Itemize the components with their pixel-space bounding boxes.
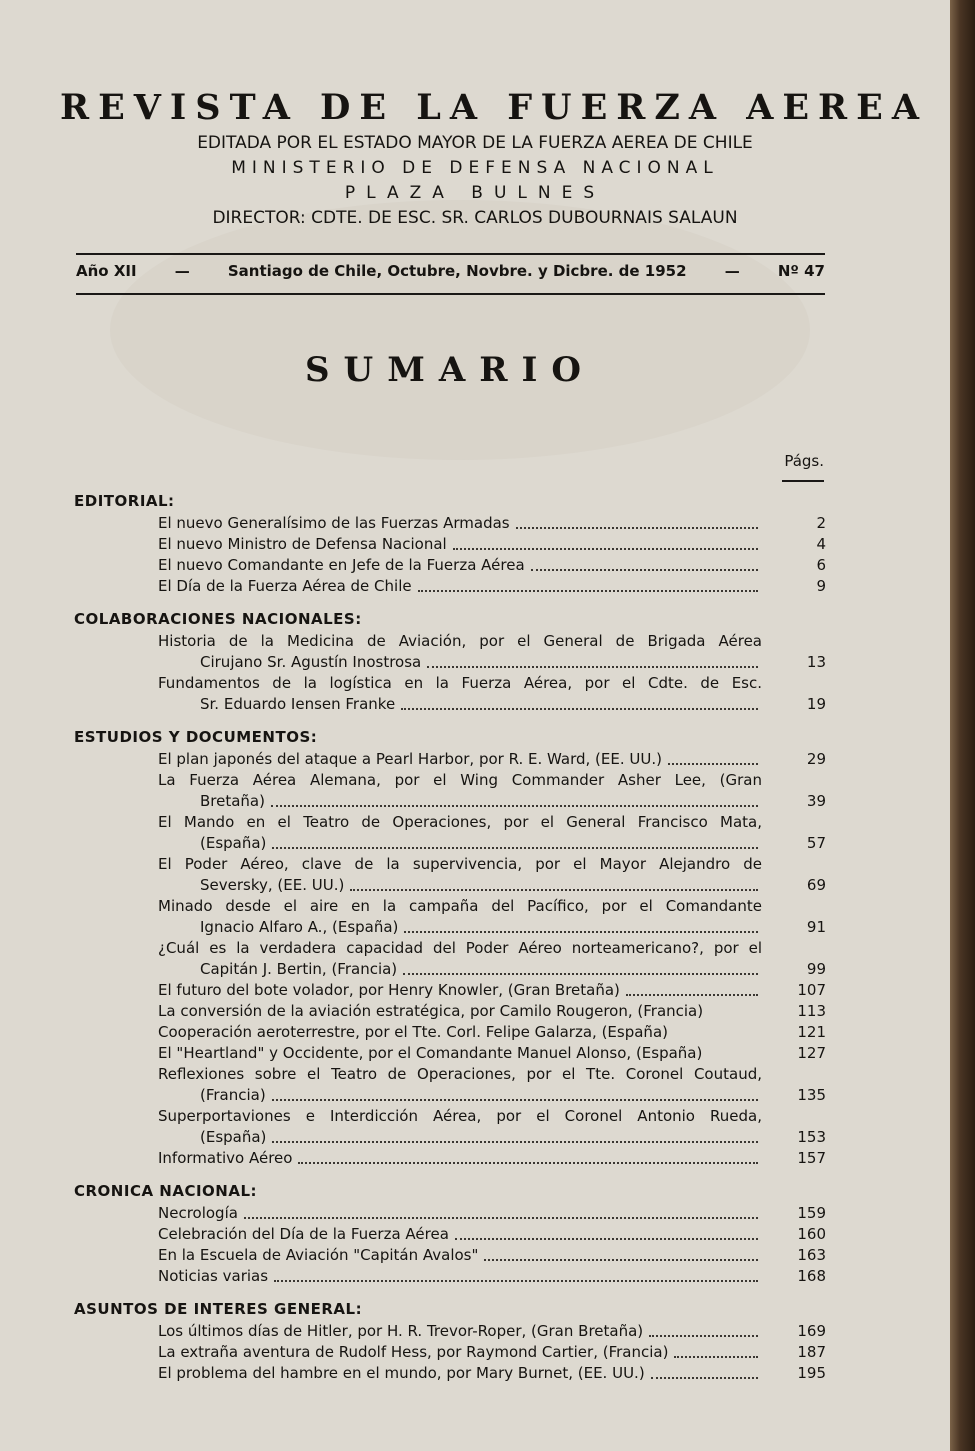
toc-entry [74, 576, 826, 597]
pages-column-label: Págs. [784, 452, 824, 470]
toc-entry [74, 938, 826, 980]
info-bar [76, 262, 825, 280]
entry-title: Informativo Aéreo [158, 1149, 293, 1167]
entry-title-line2: Sr. Eduardo Iensen Franke [200, 695, 396, 713]
entry-title-line2: (España) [200, 1128, 267, 1146]
entry-title-line1: La Fuerza Aérea Alemana, por el Wing Commander Asher Lee, (Gran [158, 771, 762, 789]
entry-title-line2: Seversky, (EE. UU.) [200, 876, 345, 894]
dot-leader [403, 959, 758, 975]
toc-entry [74, 896, 826, 938]
entry-title: Cooperación aeroterrestre, por el Tte. Corl. Felipe Galarza, (España) [158, 1023, 668, 1041]
section-heading: ASUNTOS DE INTERES GENERAL: [74, 1300, 363, 1318]
toc-entry [74, 770, 826, 812]
dot-leader [674, 1022, 758, 1038]
entry-title-line2: (España) [200, 834, 267, 852]
entry-title-line2: Ignacio Alfaro A., (España) [200, 918, 399, 936]
page-number: 39 [806, 792, 826, 810]
entry-title-line1: El Mando en el Teatro de Operaciones, por el General Francisco Mata, [158, 813, 762, 831]
entry-title-line1: Reflexiones sobre el Teatro de Operaciones, por el Tte. Coronel Coutaud, [158, 1065, 762, 1083]
entry-title: El nuevo Ministro de Defensa Nacional [158, 535, 447, 553]
toc-section [74, 608, 826, 715]
dot-leader [516, 513, 758, 529]
page-number: 135 [797, 1086, 826, 1104]
toc-entry [74, 1001, 826, 1022]
toc-entry [74, 673, 826, 715]
page-number: 91 [806, 918, 826, 936]
editor-line: EDITADA POR EL ESTADO MAYOR DE LA FUERZA AEREA DE CHILE [197, 133, 753, 153]
dot-leader [298, 1148, 758, 1164]
sumario-heading: SUMARIO [305, 350, 595, 390]
dot-leader [350, 875, 758, 891]
page-number: 168 [797, 1267, 826, 1285]
toc-entry [74, 1363, 826, 1384]
toc-entry [74, 631, 826, 673]
toc-section [74, 726, 826, 1169]
page-number: 57 [806, 834, 826, 852]
entry-title-line2: Cirujano Sr. Agustín Inostrosa [200, 653, 422, 671]
toc-entry [74, 1266, 826, 1287]
dot-leader [708, 1043, 758, 1059]
page-number: 4 [816, 535, 826, 553]
table-of-contents [74, 490, 826, 1395]
dot-leader [531, 555, 758, 571]
toc-entry [74, 1106, 826, 1148]
entry-title: El Día de la Fuerza Aérea de Chile [158, 577, 412, 595]
year-label: Año XII [76, 262, 137, 280]
entry-title: El problema del hambre en el mundo, por Mary Burnet, (EE. UU.) [158, 1364, 645, 1382]
director-line: DIRECTOR: CDTE. DE ESC. SR. CARLOS DUBOURNAIS SALAUN [212, 208, 738, 228]
entry-title: Celebración del Día de la Fuerza Aérea [158, 1225, 449, 1243]
section-heading: EDITORIAL: [74, 492, 175, 510]
entry-title-line2: (Francia) [200, 1086, 266, 1104]
entry-title: La extraña aventura de Rudolf Hess, por Raymond Cartier, (Francia) [158, 1343, 669, 1361]
section-heading: CRONICA NACIONAL: [74, 1182, 258, 1200]
entry-title: Necrología [158, 1204, 238, 1222]
page-number: 6 [816, 556, 826, 574]
toc-section [74, 490, 826, 597]
dot-leader [668, 749, 758, 765]
dot-leader [404, 917, 758, 933]
page-number: 153 [797, 1128, 826, 1146]
dot-leader [272, 833, 758, 849]
toc-entry [74, 513, 826, 534]
entry-title-line1: El Poder Aéreo, clave de la supervivencia, por el Mayor Alejandro de [158, 855, 762, 873]
dot-leader [401, 694, 758, 710]
entry-title-line1: Historia de la Medicina de Aviación, por el General de Brigada Aérea [158, 632, 762, 650]
page-number: 107 [797, 981, 826, 999]
page-number: 157 [797, 1149, 826, 1167]
toc-section [74, 1180, 826, 1287]
toc-entry [74, 1224, 826, 1245]
dot-leader [484, 1245, 758, 1261]
page-number: 19 [806, 695, 826, 713]
page-number: 2 [816, 514, 826, 532]
dot-leader [626, 980, 758, 996]
toc-entry [74, 854, 826, 896]
toc-entry [74, 1342, 826, 1363]
page-number: 169 [797, 1322, 826, 1340]
page-number: 69 [806, 876, 826, 894]
pages-label-rule [782, 480, 824, 482]
dot-leader [709, 1001, 758, 1017]
dot-leader [651, 1363, 758, 1379]
toc-entry [74, 812, 826, 854]
entry-title-line1: Superportaviones e Interdicción Aérea, por el Coronel Antonio Rueda, [158, 1107, 762, 1125]
dot-leader [649, 1321, 758, 1337]
toc-entry [74, 534, 826, 555]
toc-entry [74, 1321, 826, 1342]
page-number: 13 [806, 653, 826, 671]
page-number: 9 [816, 577, 826, 595]
top-rule [76, 253, 825, 255]
entry-title: El "Heartland" y Occidente, por el Comandante Manuel Alonso, (España) [158, 1044, 703, 1062]
entry-title-line2: Bretaña) [200, 792, 265, 810]
section-heading: COLABORACIONES NACIONALES: [74, 610, 362, 628]
issue-number: Nº 47 [777, 262, 825, 280]
dot-leader [427, 652, 758, 668]
toc-entry [74, 749, 826, 770]
entry-title: El futuro del bote volador, por Henry Knowler, (Gran Bretaña) [158, 981, 620, 999]
dot-leader [244, 1203, 758, 1219]
page-number: 159 [797, 1204, 826, 1222]
paper-stain [110, 200, 810, 460]
entry-title: El plan japonés del ataque a Pearl Harbor, por R. E. Ward, (EE. UU.) [158, 750, 662, 768]
dot-leader [274, 1266, 758, 1282]
bottom-rule [76, 293, 825, 295]
entry-title: En la Escuela de Aviación "Capitán Avalos" [158, 1246, 479, 1264]
page-number: 29 [806, 750, 826, 768]
entry-title-line1: Minado desde el aire en la campaña del Pacífico, por el Comandante [158, 897, 762, 915]
toc-entry [74, 1064, 826, 1106]
page-number: 187 [797, 1343, 826, 1361]
page-number: 99 [806, 960, 826, 978]
entry-title: Noticias varias [158, 1267, 269, 1285]
page-number: 195 [797, 1364, 826, 1382]
info-dash-right: — [724, 262, 740, 280]
toc-entry [74, 1043, 826, 1064]
entry-title: El nuevo Generalísimo de las Fuerzas Armadas [158, 514, 510, 532]
entry-title-line2: Capitán J. Bertin, (Francia) [200, 960, 398, 978]
toc-entry [74, 980, 826, 1001]
page-number: 163 [797, 1246, 826, 1264]
dot-leader [674, 1342, 758, 1358]
page-number: 160 [797, 1225, 826, 1243]
dot-leader [272, 1127, 758, 1143]
dot-leader [418, 576, 758, 592]
toc-section [74, 1298, 826, 1384]
toc-entry [74, 1148, 826, 1169]
toc-entry [74, 555, 826, 576]
ministry-line: MINISTERIO DE DEFENSA NACIONAL [231, 158, 719, 178]
entry-title-line1: Fundamentos de la logística en la Fuerza Aérea, por el Cdte. de Esc. [158, 674, 762, 692]
entry-title: La conversión de la aviación estratégica, por Camilo Rougeron, (Francia) [158, 1002, 704, 1020]
toc-entry [74, 1022, 826, 1043]
section-heading: ESTUDIOS Y DOCUMENTOS: [74, 728, 318, 746]
entry-title: Los últimos días de Hitler, por H. R. Trevor-Roper, (Gran Bretaña) [158, 1322, 644, 1340]
dot-leader [272, 1085, 758, 1101]
dot-leader [271, 791, 758, 807]
masthead [60, 85, 928, 231]
info-dash-left: — [174, 262, 190, 280]
entry-title-line1: ¿Cuál es la verdadera capacidad del Poder Aéreo norteamericano?, por el [158, 939, 762, 957]
page-number: 113 [797, 1002, 826, 1020]
address-line: PLAZA BULNES [344, 183, 606, 203]
place-date: Santiago de Chile, Octubre, Novbre. y Dicbre. de 1952 [227, 262, 687, 280]
journal-title: REVISTA DE LA FUERZA AEREA [60, 87, 928, 128]
dot-leader [455, 1224, 758, 1240]
dot-leader [453, 534, 758, 550]
page-number: 127 [797, 1044, 826, 1062]
toc-entry [74, 1203, 826, 1224]
toc-entry [74, 1245, 826, 1266]
entry-title: El nuevo Comandante en Jefe de la Fuerza Aérea [158, 556, 525, 574]
page-number: 121 [797, 1023, 826, 1041]
binding-spine [950, 0, 975, 1451]
